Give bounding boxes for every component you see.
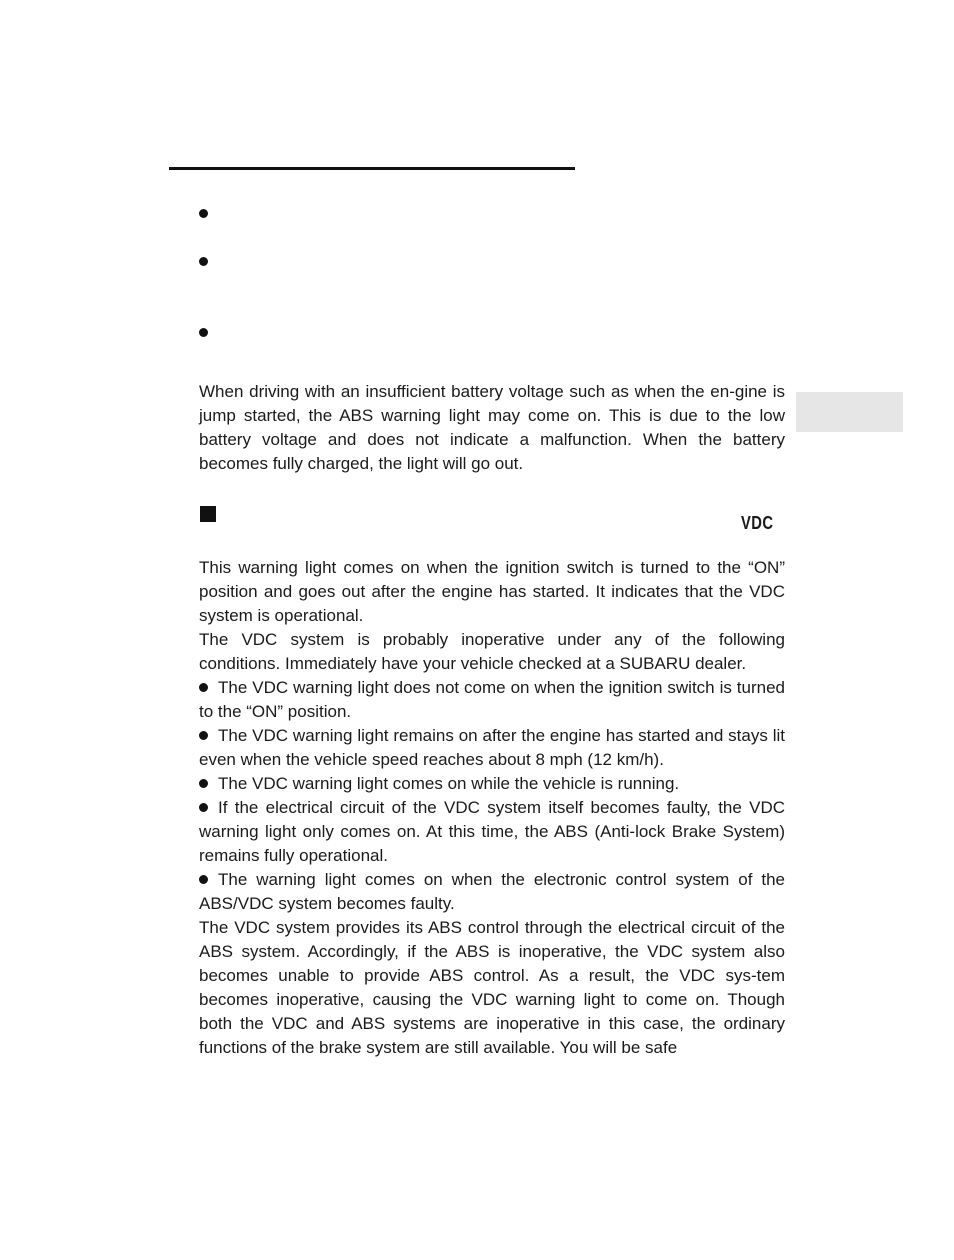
list-item-text: The VDC warning light comes on while the vehicle is running.	[218, 774, 680, 793]
vdc-section-body	[199, 556, 785, 1060]
list-item-text: The VDC warning light does not come on when the ignition switch is turned to the “ON” position.	[199, 678, 785, 721]
bullet-marker	[199, 779, 208, 788]
list-item	[199, 724, 785, 772]
battery-note	[199, 380, 785, 476]
battery-note-text: When driving with an insufficient battery voltage such as when the en-gine is jump started, the ABS warning light may come on. This is due to the low battery voltage and does not indicate a malfunction. When the battery becomes fully charged, the light will go out.	[199, 382, 785, 473]
list-item	[199, 796, 785, 868]
list-item	[199, 868, 785, 916]
section-heading-marker	[200, 506, 216, 522]
vdc-conditions-intro: The VDC system is probably inoperative under any of the following conditions. Immediately have your vehicle checked at a SUBARU dealer.	[199, 630, 785, 673]
bullet-marker	[199, 328, 208, 337]
vdc-intro: This warning light comes on when the ignition switch is turned to the “ON” position and goes out after the engine has started. It indicates that the VDC system is operational.	[199, 558, 785, 625]
bullet-marker	[199, 875, 208, 884]
bullet-marker	[199, 803, 208, 812]
list-item-text: The warning light comes on when the electronic control system of the ABS/VDC system becomes faulty.	[199, 870, 785, 913]
bullet-marker	[199, 209, 208, 218]
list-item	[199, 676, 785, 724]
vdc-indicator-label: VDC	[741, 513, 774, 533]
bullet-marker	[199, 683, 208, 692]
section-divider	[169, 167, 575, 170]
bullet-marker	[199, 257, 208, 266]
vdc-closing: The VDC system provides its ABS control through the electrical circuit of the ABS system. Accordingly, if the ABS is inoperative, the VDC system also becomes unable to provide ABS control. As a result, the VDC sys-tem becomes inoperative, causing the VDC warning light to come on. Though both the VDC and ABS systems are inoperative in this case, the ordinary functions of the brake system are still available. You will be safe	[199, 918, 785, 1057]
chapter-tab	[796, 392, 903, 432]
list-item-text: If the electrical circuit of the VDC system itself becomes faulty, the VDC warning light only comes on. At this time, the ABS (Anti-lock Brake System) remains fully operational.	[199, 798, 785, 865]
list-item	[199, 772, 785, 796]
list-item-text: The VDC warning light remains on after the engine has started and stays lit even when the vehicle speed reaches about 8 mph (12 km/h).	[199, 726, 785, 769]
bullet-marker	[199, 731, 208, 740]
